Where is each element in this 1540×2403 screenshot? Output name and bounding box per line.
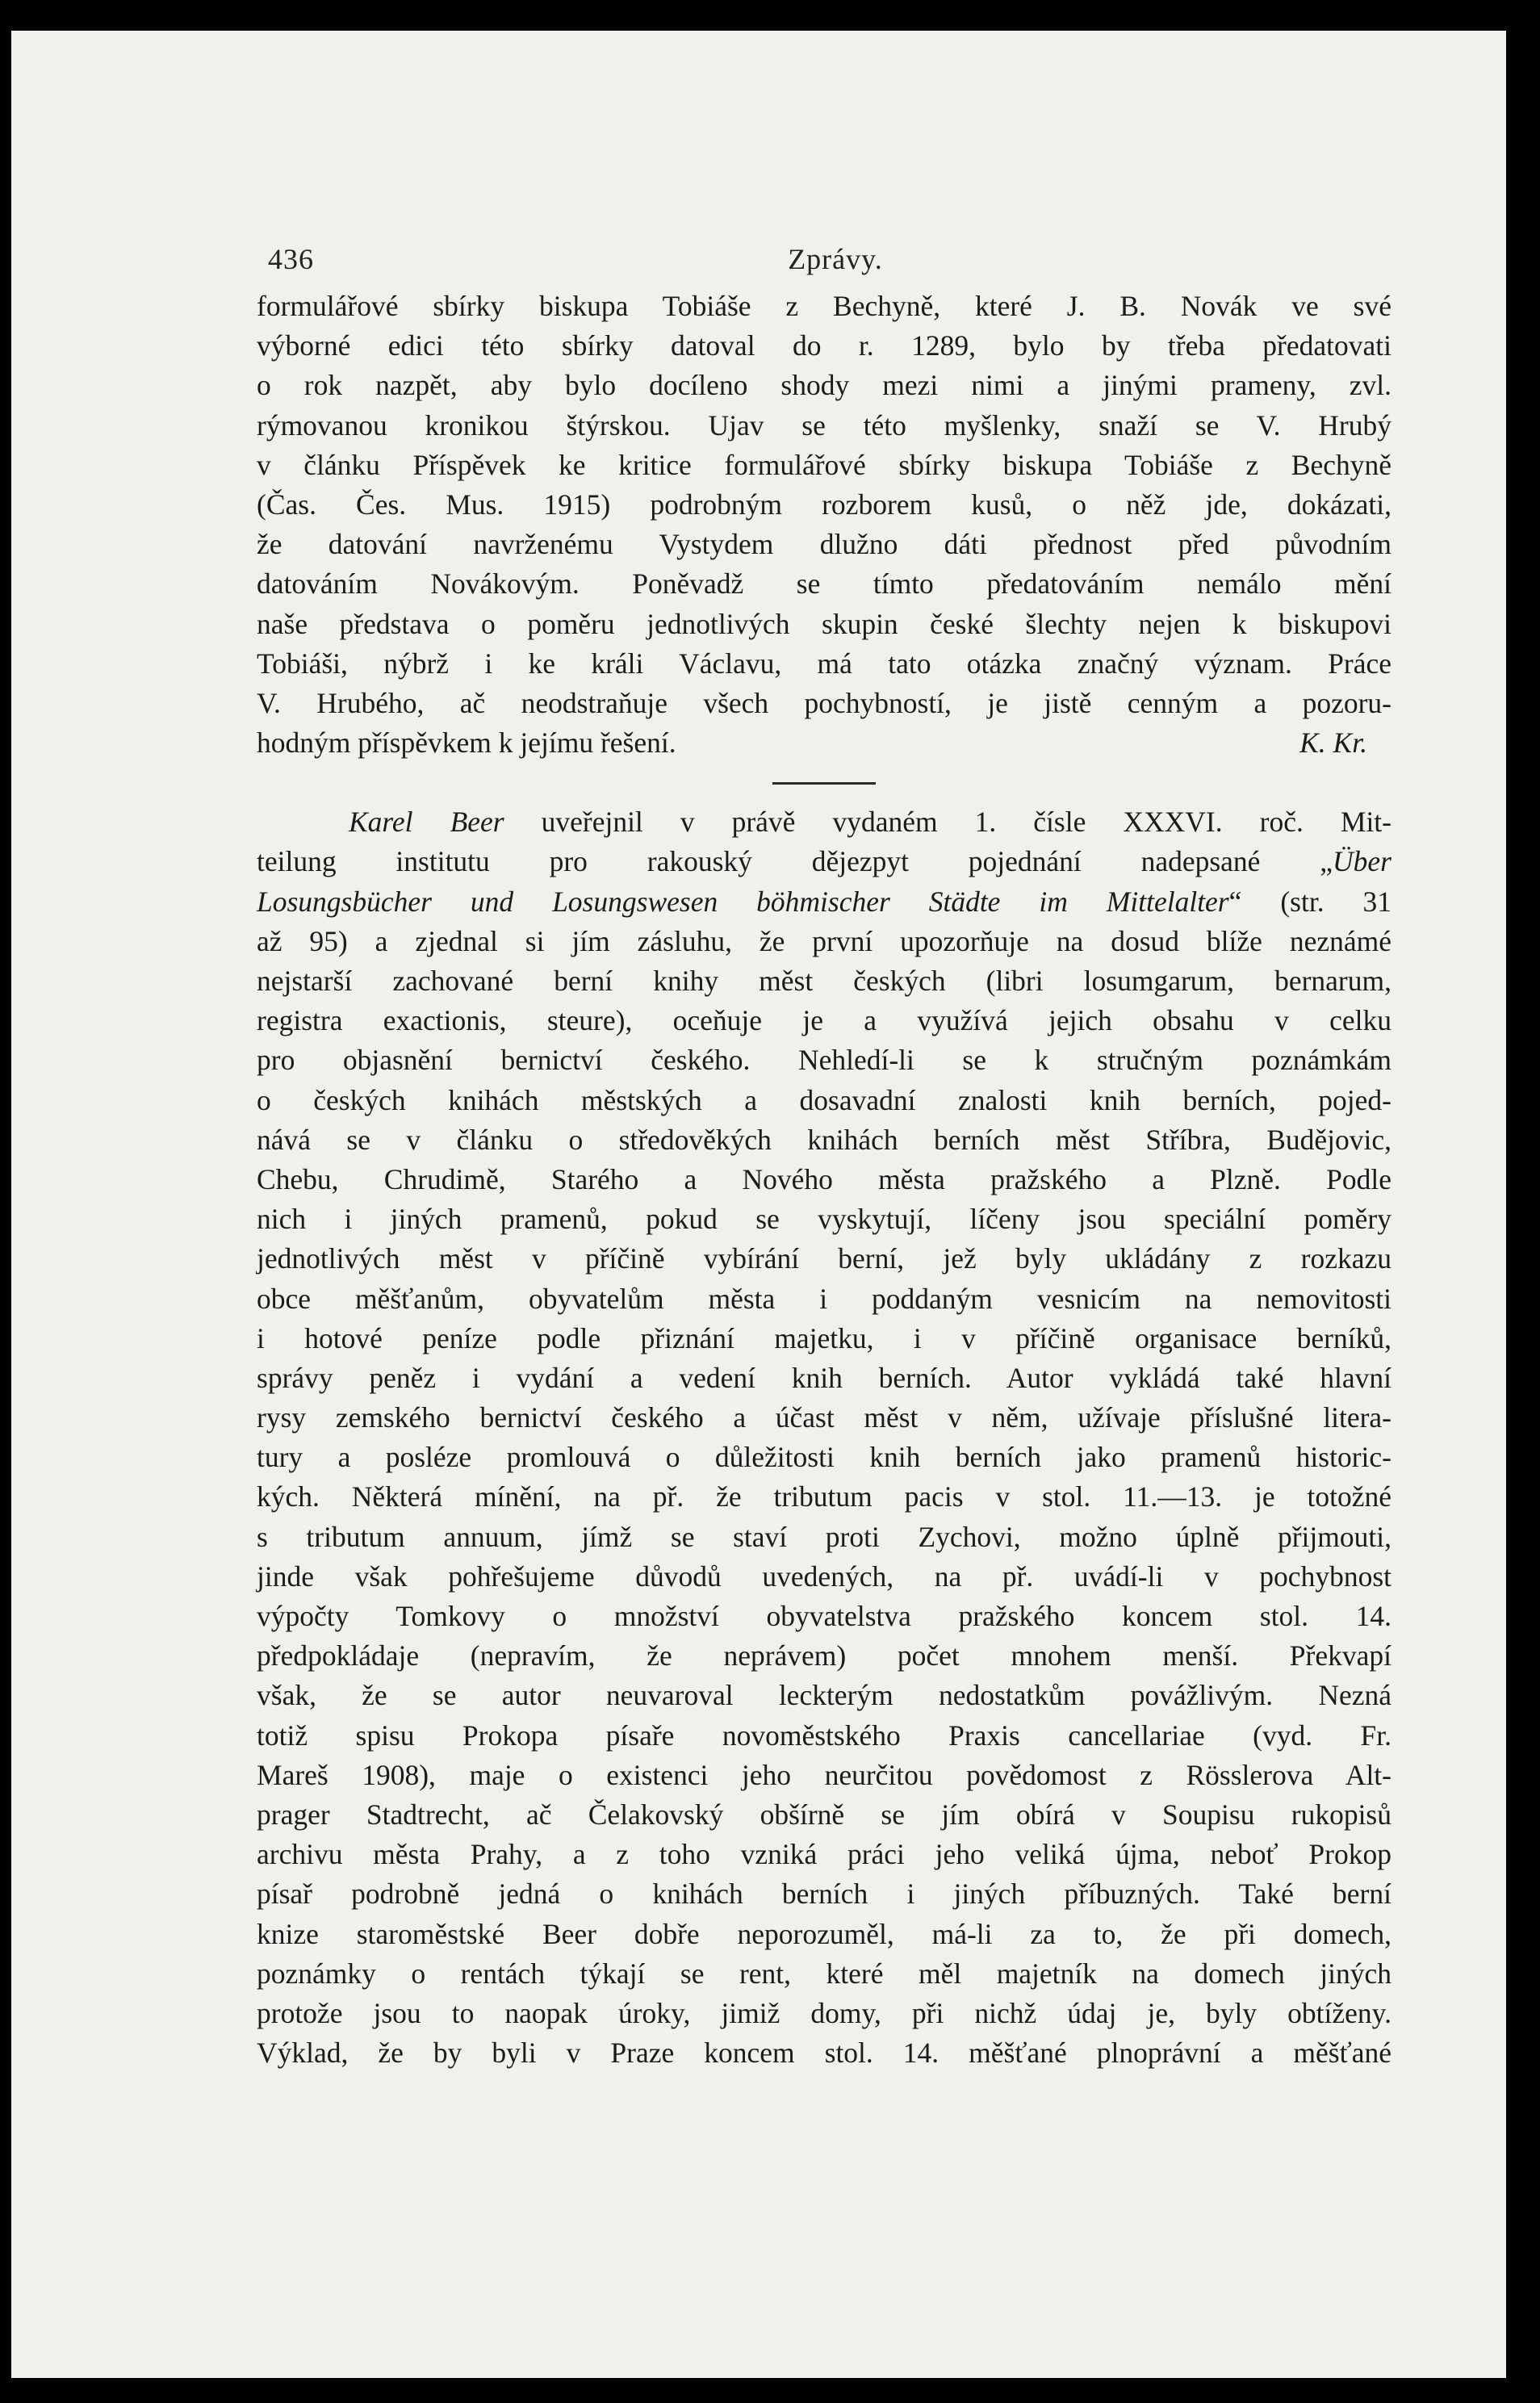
text-line: nejstarší zachované berní knihy měst českých (libri losumgarum, bernarum,	[257, 965, 1391, 997]
text-line: rýmovanou kronikou štýrskou. Ujav se této myšlenky, snaží se V. Hrubý	[257, 408, 1391, 442]
text-line: formulářové sbírky biskupa Tobiáše z Bechyně, které J. B. Novák ve své	[257, 290, 1391, 322]
text-line: (Čas. Čes. Mus. 1915) podrobným rozborem kusů, o něž jde, dokázati,	[257, 488, 1391, 521]
text-line: totiž spisu Prokopa písaře novoměstského Praxis cancellariae (vyd. Fr.	[257, 1719, 1391, 1752]
text-line: až 95) a zjednal si jím zásluhu, že první upozorňuje na dosud blíže neznámé	[257, 924, 1391, 957]
text-line-signed	[257, 723, 1391, 763]
text-line: i hotové peníze podle přiznání majetku, i v příčině organisace berníků,	[257, 1321, 1391, 1354]
text-line: hodným příspěvkem k jejímu řešení.	[257, 726, 676, 760]
text-line: o českých knihách městských a dosavadní znalosti knih berních, pojed-	[257, 1083, 1391, 1116]
text-span: teilung institutu pro rakouský dějezpyt pojednání nadepsané	[257, 845, 1261, 878]
article-title: Losungsbücher und Losungswesen böhmischer Städte im Mittelalter	[257, 885, 1229, 918]
text-line: nich i jiných pramenů, pokud se vyskytují, líčeny jsou speciální poměry	[257, 1203, 1391, 1236]
text-line: pro objasnění bernictví českého. Nehledí-li se k stručným poznámkám	[257, 1044, 1391, 1077]
text-line: registra exactionis, steure), oceňuje je a využívá jejich obsahu v celku	[257, 1004, 1391, 1037]
text-line: protože jsou to naopak úroky, jimiž domy, při nichž údaj je, byly obtíženy.	[257, 1996, 1391, 2029]
text-line: výborné edici této sbírky datoval do r. 1289, bylo by třeba předatovati	[257, 329, 1391, 362]
text-line: však, že se autor neuvaroval leckterým nedostatkům povážlivým. Nezná	[257, 1679, 1391, 1712]
text-span: uveřejnil v právě vydaném 1. čísle XXXVI. roč. Mit-	[504, 806, 1391, 839]
text-line: písař podrobně jedná o knihách berních i jiných příbuzných. Také berní	[257, 1878, 1391, 1911]
page-number: 436	[268, 243, 314, 275]
author-name: Karel Beer	[349, 806, 504, 839]
text-line: datováním Novákovým. Poněvadž se tímto předatováním nemálo mění	[257, 567, 1391, 601]
text-line: Tobiáši, nýbrž i ke králi Václavu, má tato otázka značný význam. Práce	[257, 647, 1391, 680]
text-span: “ (str. 31	[1228, 885, 1391, 918]
text-line: knize staroměstské Beer dobře neporozuměl, má-li za to, že při domech,	[257, 1917, 1391, 1950]
text-line: výpočty Tomkovy o množství obyvatelstva pražského koncem stol. 14.	[257, 1600, 1391, 1632]
text-line: předpokládaje (nepravím, že neprávem) počet mnohem menší. Překvapí	[257, 1639, 1391, 1672]
text-line: naše představa o poměru jednotlivých skupin české šlechty nejen k biskupovi	[257, 607, 1391, 640]
note-hruby	[257, 287, 1391, 763]
text-line: nává se v článku o středověkých knihách berních měst Stříbra, Budějovic,	[257, 1123, 1391, 1156]
text-line: Chebu, Chrudimě, Starého a Nového města pražského a Plzně. Podle	[257, 1162, 1391, 1195]
text-line: obce měšťanům, obyvatelům města i poddaným vesnicím na nemovitosti	[257, 1282, 1391, 1315]
text-line: v článku Příspěvek ke kritice formulářové sbírky biskupa Tobiáše z Bechyně	[257, 448, 1391, 481]
text-line: Výklad, že by byli v Praze koncem stol. 14. měšťané plnoprávní a měšťané	[257, 2037, 1391, 2070]
body-text	[257, 287, 1391, 2073]
text-line: tury a posléze promlouvá o důležitosti knih berních jako pramenů historic-	[257, 1441, 1391, 1474]
text-line: V. Hrubého, ač neodstraňuje všech pochybností, je jistě cenným a pozoru-	[257, 686, 1391, 719]
text-line	[257, 842, 1391, 881]
text-line: prager Stadtrecht, ač Čelakovský obšírně se jím obírá v Soupisu rukopisů	[257, 1798, 1391, 1831]
text-line: jednotlivých měst v příčině vybírání berní, jež byly ukládány z rozkazu	[257, 1242, 1391, 1275]
article-title: Über	[1333, 845, 1391, 878]
text-line: kých. Některá mínění, na př. že tributum pacis v stol. 11.—13. je totožné	[257, 1480, 1391, 1513]
text-line: že datování navrženému Vystydem dlužno dáti přednost před původním	[257, 528, 1391, 561]
text-line: Mareš 1908), maje o existenci jeho neurčitou povědomost z Rösslerova Alt-	[257, 1758, 1391, 1791]
running-title: Zprávy.	[788, 243, 883, 275]
text-line: jinde však pohřešujeme důvodů uvedených, na př. uvádí-li v pochybnost	[257, 1559, 1391, 1593]
text-line	[257, 882, 1391, 922]
text-line: poznámky o rentách týkají se rent, které měl majetník na domech jiných	[257, 1957, 1391, 1990]
text-line: o rok nazpět, aby bylo docíleno shody mezi nimi a jinými prameny, zvl.	[257, 369, 1391, 402]
text-line: archivu města Prahy, a z toho vzniká práci jeho veliká újma, neboť Prokop	[257, 1838, 1391, 1871]
note-beer	[257, 802, 1391, 2073]
text-line	[257, 802, 1391, 842]
text-span: „	[1260, 845, 1333, 878]
text-line: rysy zemského bernictví českého a účast měst v něm, užívaje příslušné litera-	[257, 1401, 1391, 1434]
text-line: správy peněz i vydání a vedení knih berních. Autor vykládá také hlavní	[257, 1361, 1391, 1394]
text-line: s tributum annuum, jímž se staví proti Zychovi, možno úplně přijmouti,	[257, 1520, 1391, 1553]
signature: K. Kr.	[1299, 726, 1367, 760]
page-header	[268, 242, 1403, 291]
section-divider	[772, 782, 876, 785]
